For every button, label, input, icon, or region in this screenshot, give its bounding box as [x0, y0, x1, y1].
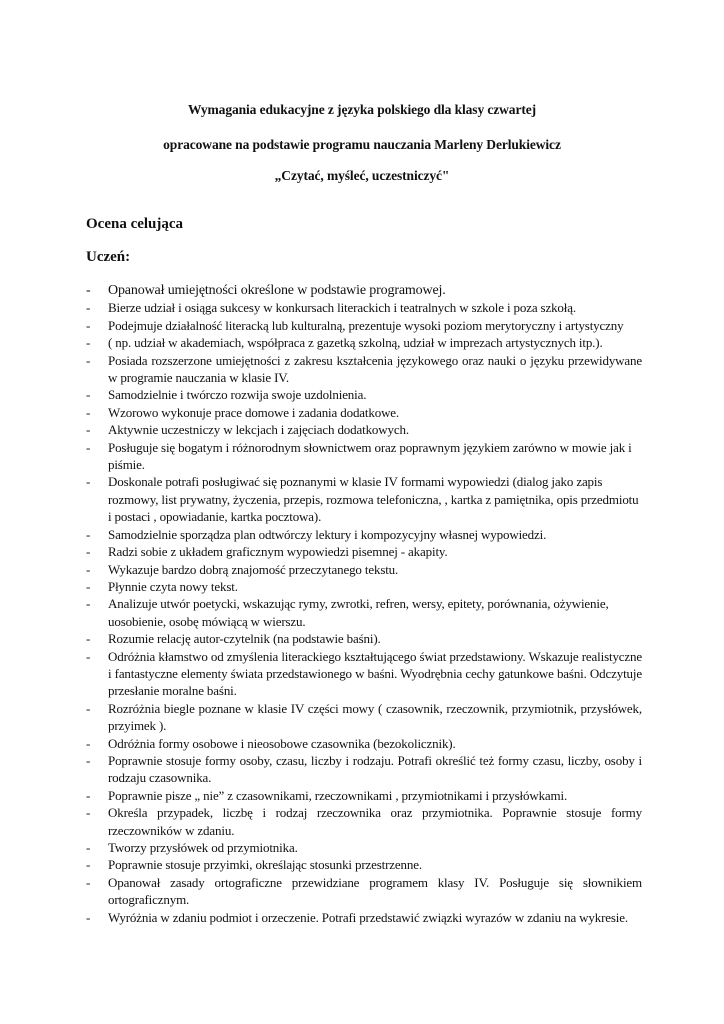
list-item-text: Aktywnie uczestniczy w lekcjach i zajęciach dodatkowych.	[108, 422, 409, 438]
bullet-dash: -	[86, 596, 91, 612]
list-item	[86, 752, 642, 787]
list-item-text: Poprawnie pisze „ nie” z czasownikami, rzeczownikami , przymiotnikami i przysłówkami.	[108, 787, 568, 803]
list-item-text: Wyróżnia w zdaniu podmiot i orzeczenie. Potrafi przedstawić związki wyrazów w zdaniu na wykresie.	[108, 909, 628, 925]
list-item-text: Samodzielnie i twórczo rozwija swoje uzdolnienia.	[108, 387, 367, 403]
bullet-dash: -	[86, 857, 91, 873]
list-item	[86, 700, 642, 735]
list-item-text: Rozumie relację autor-czytelnik (na podstawie baśni).	[108, 631, 381, 647]
list-item	[86, 334, 642, 351]
bullet-dash: -	[86, 805, 91, 821]
list-item	[86, 561, 642, 578]
bullet-dash: -	[86, 422, 91, 438]
bullet-dash: -	[86, 700, 91, 716]
list-item	[86, 839, 642, 856]
bullet-dash: -	[86, 909, 91, 925]
list-item	[86, 648, 642, 700]
bullet-dash: -	[86, 874, 91, 890]
document-title-line-2: opracowane na podstawie programu nauczania Marleny Derlukiewicz	[163, 137, 561, 152]
list-item	[86, 856, 642, 873]
bullet-dash: -	[86, 787, 91, 803]
list-item	[86, 787, 642, 804]
bullet-dash: -	[86, 300, 91, 316]
list-item	[86, 804, 642, 839]
bullet-dash: -	[86, 544, 91, 560]
subheading: Uczeń:	[86, 249, 131, 265]
list-item	[86, 386, 642, 403]
list-item	[86, 909, 642, 926]
bullet-dash: -	[86, 648, 91, 664]
list-item-text: Odróżnia formy osobowe i nieosobowe czasownika (bezokolicznik).	[108, 735, 456, 751]
bullet-dash: -	[86, 404, 91, 420]
list-item-text: ( np. udział w akademiach, współpraca z gazetką szkolną, udział w imprezach artystycznych itp.).	[108, 335, 603, 351]
bullet-dash: -	[86, 387, 91, 403]
bullet-dash: -	[86, 578, 91, 594]
list-item-text: Posługuje się bogatym i różnorodnym słownictwem oraz poprawnym językiem zarówno w mowie jak i piśmie.	[108, 439, 632, 473]
bullet-dash: -	[86, 735, 91, 751]
bullet-dash: -	[86, 840, 91, 855]
list-item	[86, 735, 642, 752]
list-item	[86, 439, 642, 474]
bullet-dash: -	[86, 474, 91, 490]
list-item-text: Opanował umiejętności określone w podstawie programowej.	[108, 283, 446, 298]
bullet-dash: -	[86, 439, 91, 455]
bullet-dash: -	[86, 283, 91, 298]
document-title-line-1: Wymagania edukacyjne z języka polskiego dla klasy czwartej	[187, 102, 537, 117]
list-item-text: Samodzielnie sporządza plan odtwórczy lektury i kompozycyjny własnej wypowiedzi.	[108, 526, 547, 542]
document-title-line-3: „Czytać, myśleć, uczestniczyć"	[274, 168, 450, 183]
list-item	[86, 421, 642, 438]
bullet-dash: -	[86, 335, 91, 351]
bullet-dash: -	[86, 526, 91, 542]
list-item-text: Wykazuje bardzo dobrą znajomość przeczytanego tekstu.	[108, 561, 399, 577]
list-item	[86, 526, 642, 543]
list-item	[86, 874, 642, 909]
requirements-list	[86, 282, 642, 926]
list-item-text: Analizuje utwór poetycki, wskazując rymy, zwrotki, refren, wersy, epitety, porównania, ożywienie, uosobienie, osobę mówiącą w wierszu.	[108, 596, 609, 629]
list-item-text: Radzi sobie z układem graficznym wypowiedzi pisemnej - akapity.	[108, 544, 448, 560]
list-item-text: Poprawnie stosuje formy osoby, czasu, liczby i rodzaju. Potrafi określić też formy czasu, liczby, osoby i rodzaju czasownika.	[108, 752, 642, 786]
list-item-text: Bierze udział i osiąga sukcesy w konkursach literackich i teatralnych w szkole i poza szkołą.	[108, 300, 576, 316]
list-item	[86, 595, 642, 630]
list-item	[86, 578, 642, 595]
list-item-text: Posiada rozszerzone umiejętności z zakresu kształcenia językowego oraz nauki o języku przewidywane w programie nauczania w klasie IV.	[108, 352, 642, 386]
list-item	[86, 299, 642, 316]
list-item	[86, 630, 642, 647]
list-item	[86, 404, 642, 421]
list-item-text: Podejmuje działalność literacką lub kulturalną, prezentuje wysoki poziom merytoryczny i artystyczny	[108, 317, 624, 333]
list-item	[86, 282, 642, 299]
list-item-text: Tworzy przysłówek od przymiotnika.	[108, 840, 298, 855]
list-item	[86, 317, 642, 334]
bullet-dash: -	[86, 352, 91, 368]
list-item-text: Określa przypadek, liczbę i rodzaj rzeczownika oraz przymiotnika. Poprawnie stosuje formy rzeczowników w zdaniu.	[108, 805, 642, 838]
list-item	[86, 543, 642, 560]
list-item-text: Opanował zasady ortograficzne przewidziane programem klasy IV. Posługuje się słownikiem ortograficznym.	[108, 874, 642, 908]
list-item-text: Wzorowo wykonuje prace domowe i zadania dodatkowe.	[108, 404, 400, 420]
list-item-text: Płynnie czyta nowy tekst.	[108, 578, 238, 594]
list-item-text: Odróżnia kłamstwo od zmyślenia literackiego kształtującego świat przedstawiony. Wskazuje realistyczne i fantastyczne elementy świata przedstawionego w baśni. Wyodrębnia cechy gatunkowe baśni. Odczytuje przesłanie moralne baśni.	[108, 648, 642, 699]
list-item-text: Poprawnie stosuje przyimki, określając stosunki przestrzenne.	[108, 857, 422, 873]
section-heading: Ocena celująca	[86, 216, 184, 232]
list-item-text: Doskonale potrafi posługiwać się poznanymi w klasie IV formami wypowiedzi (dialog jako zapis rozmowy, list prywatny, życzenia, przepis, rozmowa telefoniczna, , kartka z pamiętnika, opis przedmiotu i postaci , opowiadanie, kartka pocztowa).	[108, 474, 639, 525]
bullet-dash: -	[86, 561, 91, 577]
bullet-dash: -	[86, 631, 91, 647]
list-item-text: Rozróżnia biegle poznane w klasie IV części mowy ( czasownik, rzeczownik, przymiotnik, przysłówek, przyimek ).	[108, 700, 642, 734]
bullet-dash: -	[86, 317, 91, 333]
bullet-dash: -	[86, 752, 91, 768]
list-item	[86, 352, 642, 387]
list-item	[86, 473, 642, 525]
